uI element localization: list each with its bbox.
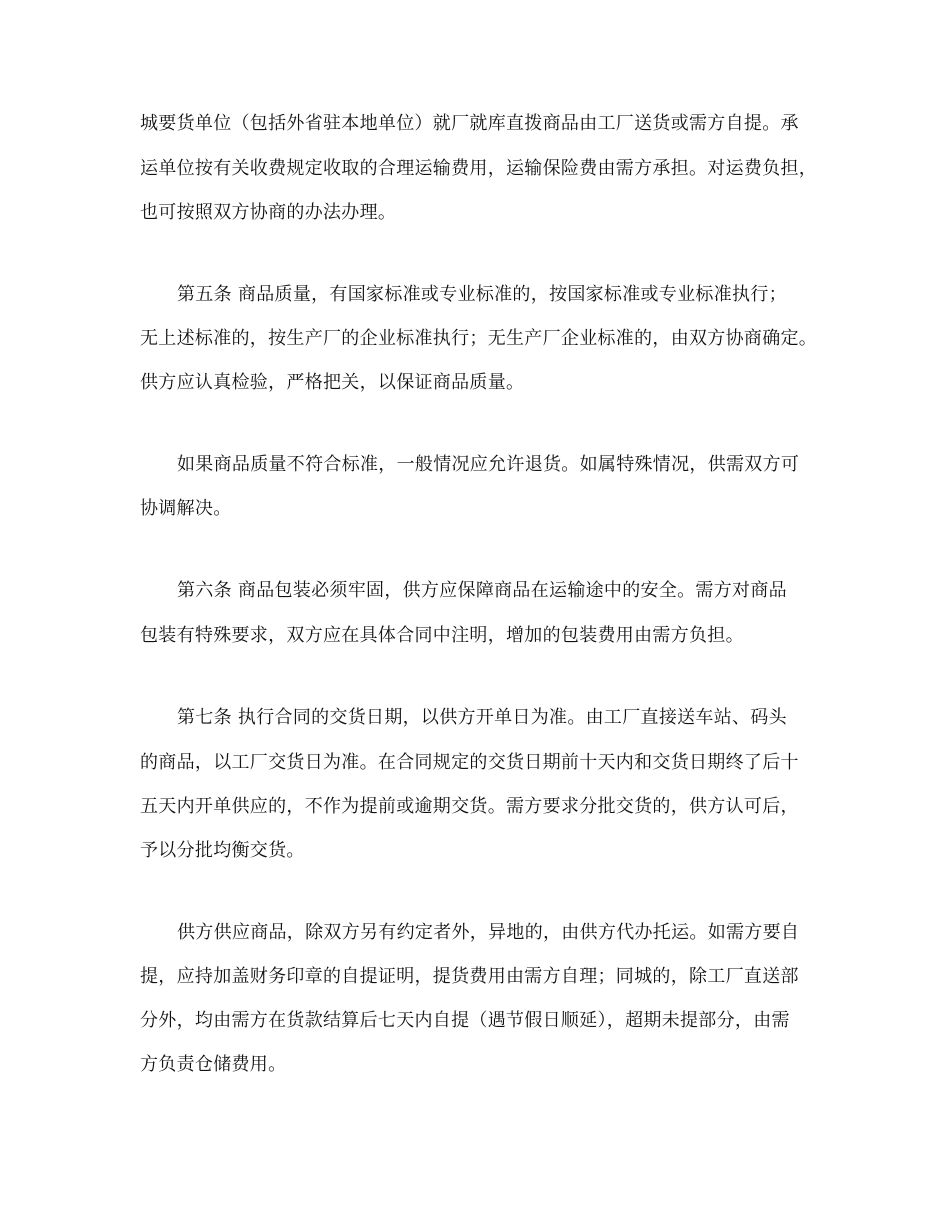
paragraph-6-line-3: 分外，均由需方在货款结算后七天内自提（遇节假日顺延），超期未提部分，由需 bbox=[140, 1010, 790, 1031]
paragraph-1-line-3: 也可按照双方协商的办法办理。 bbox=[140, 202, 397, 223]
paragraph-6-line-4: 方负责仓储费用。 bbox=[140, 1054, 287, 1075]
paragraph-3-line-1: 如果商品质量不符合标准，一般情况应允许退货。如属特殊情况，供需双方可 bbox=[177, 454, 800, 475]
paragraph-4-line-2: 包装有特殊要求，双方应在具体合同中注明，增加的包装费用由需方负担。 bbox=[140, 625, 744, 646]
paragraph-2-line-3: 供方应认真检验，严格把关，以保证商品质量。 bbox=[140, 372, 525, 393]
paragraph-3-line-2: 协调解决。 bbox=[140, 498, 232, 519]
paragraph-5-line-2: 的商品，以工厂交货日为准。在合同规定的交货日期前十天内和交货日期终了后十 bbox=[140, 752, 799, 773]
paragraph-1-line-1: 城要货单位（包括外省驻本地单位）就厂就库直拨商品由工厂送货或需方自提。承 bbox=[140, 113, 799, 134]
paragraph-2-line-1: 第五条 商品质量，有国家标准或专业标准的，按国家标准或专业标准执行； bbox=[177, 284, 787, 305]
paragraph-2-line-2: 无上述标准的，按生产厂的企业标准执行；无生产厂企业标准的，由双方协商确定。 bbox=[140, 328, 818, 349]
paragraph-4-line-1: 第六条 商品包装必须牢固，供方应保障商品在运输途中的安全。需方对商品 bbox=[177, 580, 787, 601]
paragraph-1-line-2: 运单位按有关收费规定收取的合理运输费用，运输保险费由需方承担。对运费负担， bbox=[140, 158, 818, 179]
paragraph-5-line-1: 第七条 执行合同的交货日期，以供方开单日为准。由工厂直接送车站、码头 bbox=[177, 707, 787, 728]
paragraph-6-line-2: 提，应持加盖财务印章的自提证明，提货费用由需方自理；同城的，除工厂直送部 bbox=[140, 966, 799, 987]
paragraph-5-line-3: 五天内开单供应的，不作为提前或逾期交货。需方要求分批交货的，供方认可后， bbox=[140, 796, 799, 817]
paragraph-5-line-4: 予以分批均衡交货。 bbox=[140, 840, 305, 861]
paragraph-6-line-1: 供方供应商品，除双方另有约定者外，异地的，由供方代办托运。如需方要自 bbox=[177, 922, 800, 943]
